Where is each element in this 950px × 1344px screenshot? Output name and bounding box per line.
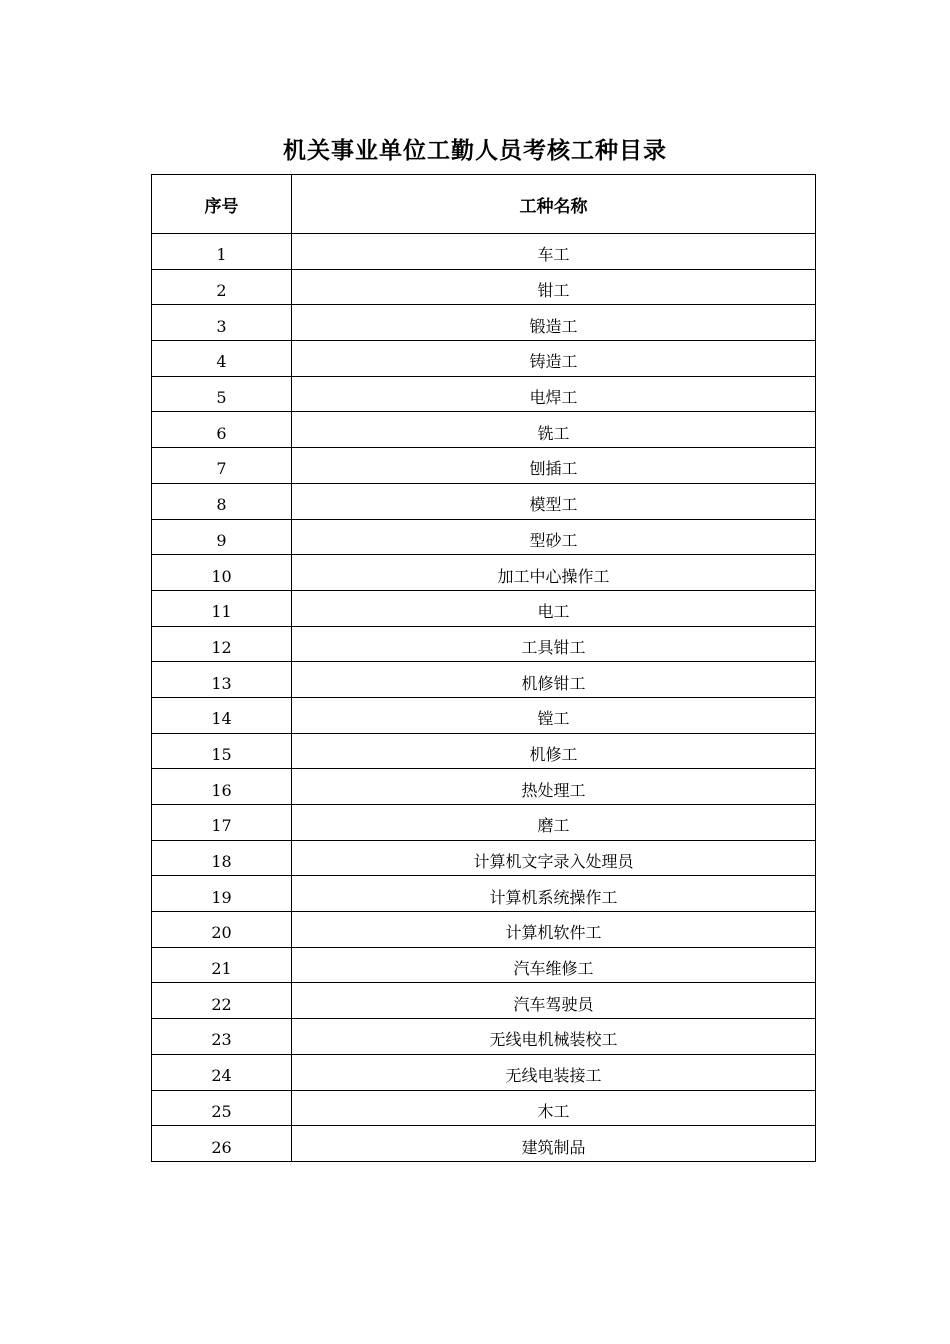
row-index: 17 [152,805,292,841]
table-row [152,555,816,591]
row-job-name: 汽车维修工 [292,947,816,983]
row-index: 16 [152,769,292,805]
row-index: 5 [152,376,292,412]
table-row [152,234,816,270]
row-job-name: 铣工 [292,412,816,448]
row-index: 20 [152,912,292,948]
table-row [152,1126,816,1162]
row-job-name: 热处理工 [292,769,816,805]
table-row [152,733,816,769]
table-row [152,341,816,377]
row-job-name: 机修工 [292,733,816,769]
table-row [152,412,816,448]
table-row [152,912,816,948]
row-index: 22 [152,983,292,1019]
table-row [152,305,816,341]
row-index: 15 [152,733,292,769]
row-index: 18 [152,840,292,876]
row-index: 2 [152,269,292,305]
table-row [152,483,816,519]
row-index: 6 [152,412,292,448]
table-header-row [152,175,816,234]
row-index: 14 [152,697,292,733]
table-row [152,626,816,662]
table-row [152,519,816,555]
row-index: 1 [152,234,292,270]
row-index: 26 [152,1126,292,1162]
row-job-name: 电工 [292,590,816,626]
table-row [152,876,816,912]
row-job-name: 机修钳工 [292,662,816,698]
job-types-table [151,174,816,1162]
row-index: 4 [152,341,292,377]
row-index: 11 [152,590,292,626]
table-row [152,448,816,484]
row-job-name: 工具钳工 [292,626,816,662]
table-row [152,769,816,805]
row-job-name: 无线电装接工 [292,1054,816,1090]
row-job-name: 建筑制品 [292,1126,816,1162]
table-row [152,269,816,305]
row-job-name: 计算机软件工 [292,912,816,948]
table-row [152,662,816,698]
row-index: 12 [152,626,292,662]
table-row [152,697,816,733]
row-job-name: 模型工 [292,483,816,519]
row-index: 19 [152,876,292,912]
table-row [152,376,816,412]
row-job-name: 无线电机械装校工 [292,1019,816,1055]
row-index: 8 [152,483,292,519]
header-index: 序号 [152,175,292,234]
row-job-name: 铸造工 [292,341,816,377]
row-index: 10 [152,555,292,591]
table-row [152,983,816,1019]
row-job-name: 镗工 [292,697,816,733]
row-job-name: 加工中心操作工 [292,555,816,591]
row-index: 21 [152,947,292,983]
table-row [152,805,816,841]
row-job-name: 计算机文字录入处理员 [292,840,816,876]
table-row [152,1019,816,1055]
header-name: 工种名称 [292,175,816,234]
row-job-name: 钳工 [292,269,816,305]
table-row [152,590,816,626]
row-job-name: 木工 [292,1090,816,1126]
table-row [152,840,816,876]
row-job-name: 锻造工 [292,305,816,341]
row-job-name: 型砂工 [292,519,816,555]
row-index: 23 [152,1019,292,1055]
row-job-name: 汽车驾驶员 [292,983,816,1019]
row-index: 7 [152,448,292,484]
row-index: 9 [152,519,292,555]
table-row [152,1090,816,1126]
table-body [152,234,816,1162]
row-index: 24 [152,1054,292,1090]
page-title: 机关事业单位工勤人员考核工种目录 [283,138,667,164]
row-index: 13 [152,662,292,698]
row-job-name: 刨插工 [292,448,816,484]
table-row [152,947,816,983]
row-job-name: 磨工 [292,805,816,841]
row-job-name: 计算机系统操作工 [292,876,816,912]
row-index: 3 [152,305,292,341]
table-row [152,1054,816,1090]
row-job-name: 车工 [292,234,816,270]
row-index: 25 [152,1090,292,1126]
row-job-name: 电焊工 [292,376,816,412]
